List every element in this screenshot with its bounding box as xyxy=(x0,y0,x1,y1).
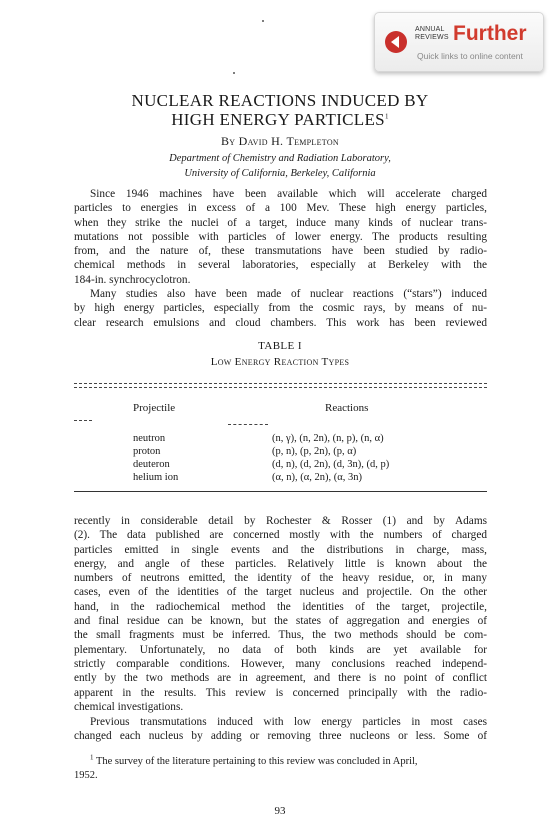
text-line: Previous transmutations induced with low energy particles in most cases xyxy=(90,716,487,728)
text-line: particles to energies in excess of a 100 Mev. These high energy particles, xyxy=(74,202,487,215)
affiliation-line2: University of California, Berkeley, California xyxy=(184,168,376,179)
text-line: recently in considerable detail by Rochester & Rosser (1) and by Adams xyxy=(74,515,487,527)
text-line: when they strike the nuclei of a target, induce many kinds of nuclear trans- xyxy=(74,216,487,229)
text-line: changed each nucleus by adding or removing three nucleons or less. Some of xyxy=(74,730,487,743)
text-line: plementary. Unfortunately, no data of both kinds are yet available for xyxy=(74,643,487,656)
table-header-rule xyxy=(74,420,92,421)
article-title-line2-text: HIGH ENERGY PARTICLES xyxy=(171,110,385,129)
paragraph-2 xyxy=(74,287,487,330)
table-cell-reactions: (d, n), (d, 2n), (d, 3n), (d, p) xyxy=(272,459,390,470)
paragraph-3 xyxy=(74,514,487,714)
page-number: 93 xyxy=(274,805,286,817)
text-line: ently by the two methods are in agreement, and there is no point of conflict xyxy=(74,672,487,685)
footnote xyxy=(74,755,487,783)
text-line: particles emitted in single events and the distributions in charge, mass, xyxy=(74,543,487,556)
table-bottom-rule xyxy=(74,491,487,492)
text-line: chemical methods in several laboratories, especially at Berkeley with the xyxy=(74,259,487,272)
text-line: from, and the nature of, these transmutations have been studied by radio- xyxy=(74,245,487,258)
paragraph-1 xyxy=(74,187,487,287)
back-arrow-icon xyxy=(385,31,407,53)
text-line: (2). The data published are concerned mostly with the numbers of charged xyxy=(74,529,487,542)
table-cell-reactions: (α, n), (α, 2n), (α, 3n) xyxy=(272,472,362,483)
text-line: clear research emulsions and cloud chambers. This work has been reviewed xyxy=(74,316,487,329)
footnote-text-line2: 1952. xyxy=(74,770,98,781)
scan-speck xyxy=(233,72,235,74)
text-line: mutations not possible with particles of lower energy. The products resulting xyxy=(74,230,487,243)
text-line: numbers of neutrons emitted, the identity of the heavy residue, or, in many xyxy=(74,572,487,585)
text-line: 184-in. synchrocyclotron. xyxy=(74,273,191,286)
text-line: the small fragments must be inferred. Thus, the two methods should be com- xyxy=(74,629,487,642)
scan-speck xyxy=(262,20,264,22)
table-cell-projectile: deuteron xyxy=(133,459,170,470)
article-title-line1: NUCLEAR REACTIONS INDUCED BY xyxy=(131,91,429,110)
text-line: apparent in the results. This review is concerned principally with the radio- xyxy=(74,686,487,699)
text-line: by high energy particles, especially from the cosmic rays, by means of nu- xyxy=(74,302,487,315)
text-line: energy, and angle of these particles. Relatively little is known about the xyxy=(74,557,487,570)
table-header-reactions: Reactions xyxy=(325,402,369,414)
table-cell-reactions: (n, γ), (n, 2n), (n, p), (n, α) xyxy=(272,433,384,444)
text-line: cases, even of the identities of the target nucleus and projectile. On the other xyxy=(74,586,487,599)
badge-annual-text: ANNUAL xyxy=(415,26,445,33)
table-cell-projectile: helium ion xyxy=(133,472,179,483)
table-top-rule-2 xyxy=(74,387,487,388)
badge-reviews-text: REVIEWS xyxy=(415,34,449,41)
text-line: Many studies also have been made of nuclear reactions (“stars”) induced xyxy=(90,288,487,300)
table-cell-projectile: neutron xyxy=(133,433,166,444)
table-top-rule xyxy=(74,383,487,384)
text-line: Since 1946 machines have been available which will accelerate charged xyxy=(90,188,487,200)
footnote-text-line1: The survey of the literature pertaining to this review was concluded in April, xyxy=(95,756,418,767)
text-line: hand, in the radiochemical method the identities of the target, projectile, xyxy=(74,600,487,613)
paragraph-4 xyxy=(74,715,487,744)
footnote-line1 xyxy=(74,755,487,769)
table-cell-reactions: (p, n), (p, 2n), (p, α) xyxy=(272,446,357,457)
text-line: chemical investigations. xyxy=(74,700,184,713)
annual-reviews-logo xyxy=(415,26,449,42)
title-footnote-mark[interactable]: 1 xyxy=(384,112,389,121)
article-title-line2 xyxy=(0,111,560,129)
affiliation-line1: Department of Chemistry and Radiation Laboratory, xyxy=(169,153,391,164)
table-header-rule xyxy=(228,424,268,425)
table-caption: Low Energy Reaction Types xyxy=(210,356,350,368)
text-line: strictly comparable conditions. However, many conclusions reached independ- xyxy=(74,657,487,670)
footnote-mark: 1 xyxy=(90,753,94,762)
table-header-projectile: Projectile xyxy=(133,402,176,414)
table-cell-projectile: proton xyxy=(133,446,161,457)
table-label: TABLE I xyxy=(258,340,302,352)
badge-further-text: Further xyxy=(453,22,527,45)
annual-reviews-further-badge[interactable] xyxy=(374,12,544,72)
badge-subtitle: Quick links to online content xyxy=(417,51,523,61)
author-byline: By David H. Templeton xyxy=(220,134,339,148)
text-line: and final residue can be known, but the states of aggregation and energies of xyxy=(74,615,487,628)
